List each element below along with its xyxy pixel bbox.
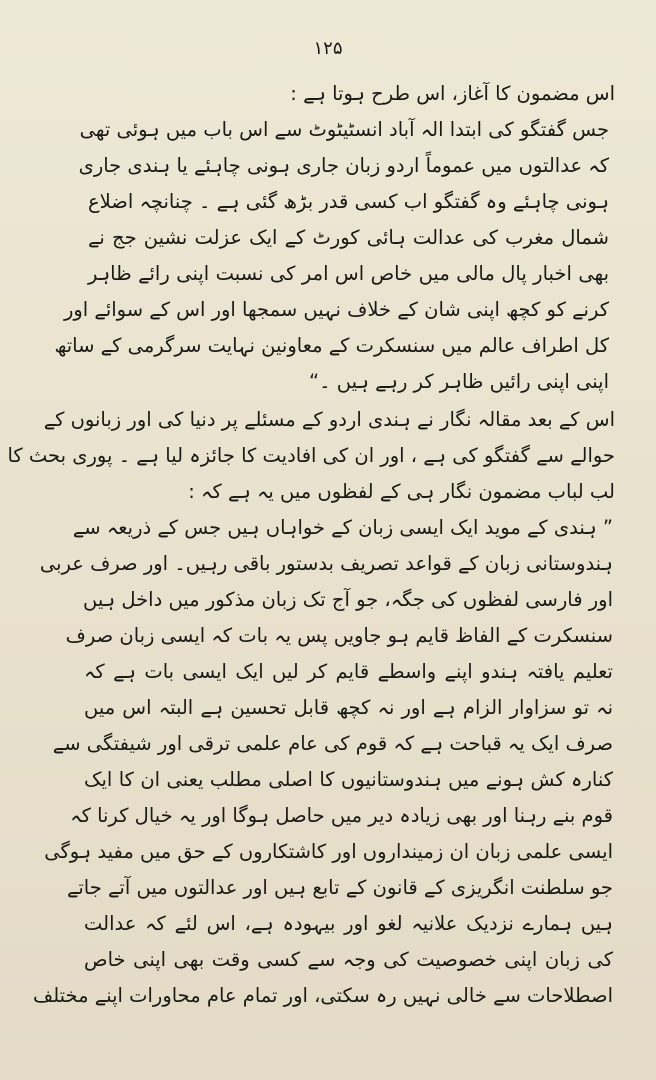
- text-line: جو سلطنت انگریزی کے قانون کے تابع ہیں اور عدالتوں میں آتے جاتے: [66, 876, 613, 899]
- text-line: ہیں ہمارے نزدیک علانیہ لغو اور بیہودہ ہے، اس لئے کہ عدالت: [84, 912, 613, 935]
- text-line: کرنے کو کچھ اپنی شان کے خلاف نہیں سمجھا اور اس کے سوائے اور: [63, 298, 609, 321]
- text-line: ” ہندی کے موید ایک ایسی زبان کے خواہاں ہیں جس کے ذریعہ سے: [72, 516, 613, 539]
- text-line: اور فارسی لفظوں کی جگہ، جو آج تک زبان مذکور میں داخل ہیں: [82, 588, 613, 611]
- text-line: حوالے سے گفتگو کی ہے ، اور ان کی افادیت کا جائزہ لیا ہے ۔ پوری بحث کا: [7, 444, 615, 467]
- text-line: اس کے بعد مقالہ نگار نے ہندی اردو کے مسئلے پر دنیا کی اور زبانوں کے: [43, 408, 615, 431]
- quotation-block: [54, 112, 615, 400]
- text-line: لب لباب مضمون نگار ہی کے لفظوں میں یہ ہے کہ :: [188, 480, 615, 503]
- text-line: کی زبان اپنی خصوصیت کی وجہ سے کسی وقت بھی اپنی خاص: [84, 948, 613, 971]
- text-line: قوم بنے رہنا اور بھی زیادہ دیر میں حاصل ہوگا اور یہ خیال کرنا کہ: [70, 804, 613, 827]
- page-number: ۱۲۵: [313, 38, 343, 59]
- text-line: ہونی چاہئے وہ گفتگو اب کسی قدر بڑھ گئی ہے ۔ چنانچہ اضلاع: [88, 190, 609, 213]
- text-line: تعلیم یافتہ ہندو اپنے واسطے قایم کر لیں ایک ایسی بات ہے کہ: [84, 660, 613, 683]
- intro-paragraph: [80, 76, 615, 112]
- text-line: جس گفتگو کی ابتدا الہ آباد انسٹیٹوٹ سے اس باب میں ہوئی تھی: [79, 118, 609, 141]
- text-line: بھی اخبار پال مالی میں خاص اس امر کی نسبت اپنی رائے ظاہر: [88, 262, 609, 285]
- text-line: کنارہ کش ہونے میں ہندوستانیوں کا اصلی مطلب یعنی ان کا ایک: [84, 768, 613, 791]
- text-line: ایسی علمی زبان ان زمینداروں اور کاشتکاروں کے حق میں مفید ہوگی: [44, 840, 613, 863]
- text-line: صرف ایک یہ قباحت ہے کہ قوم کی عام علمی ترقی اور شیفتگی سے: [52, 732, 613, 755]
- text-line: کہ عدالتوں میں عموماً اردو زبان جاری ہونی چاہئے یا ہندی جاری: [78, 154, 609, 177]
- text-line: نہ تو سزاوار الزام ہے اور نہ کچھ قابل تحسین ہے البتہ اس میں: [84, 696, 613, 719]
- text-line: ہندوستانی زبان کے قواعد تصریف بدستور باقی رہیں۔ اور صرف عربی: [39, 552, 613, 575]
- quotation-block: [33, 510, 615, 1014]
- body-paragraph: [7, 402, 615, 510]
- text-line: اپنی اپنی رائیں ظاہر کر رہے ہیں ۔“: [309, 370, 609, 393]
- text-line: کل اطراف عالم میں سنسکرت کے معاونین نہایت سرگرمی کے ساتھ: [54, 334, 609, 357]
- text-line: اصطلاحات سے خالی نہیں رہ سکتی، اور تمام عام محاورات اپنے مختلف: [33, 984, 613, 1007]
- text-line: شمال مغرب کی عدالت ہائی کورٹ کے ایک عزلت نشین جج نے: [88, 226, 609, 249]
- text-line: اس مضمون کا آغاز، اس طرح ہوتا ہے :: [290, 82, 615, 105]
- text-line: سنسکرت کے الفاظ قایم ہو جاویں پس یہ بات کہ ایسی زبان صرف: [65, 624, 613, 647]
- page-text: [7, 76, 615, 1014]
